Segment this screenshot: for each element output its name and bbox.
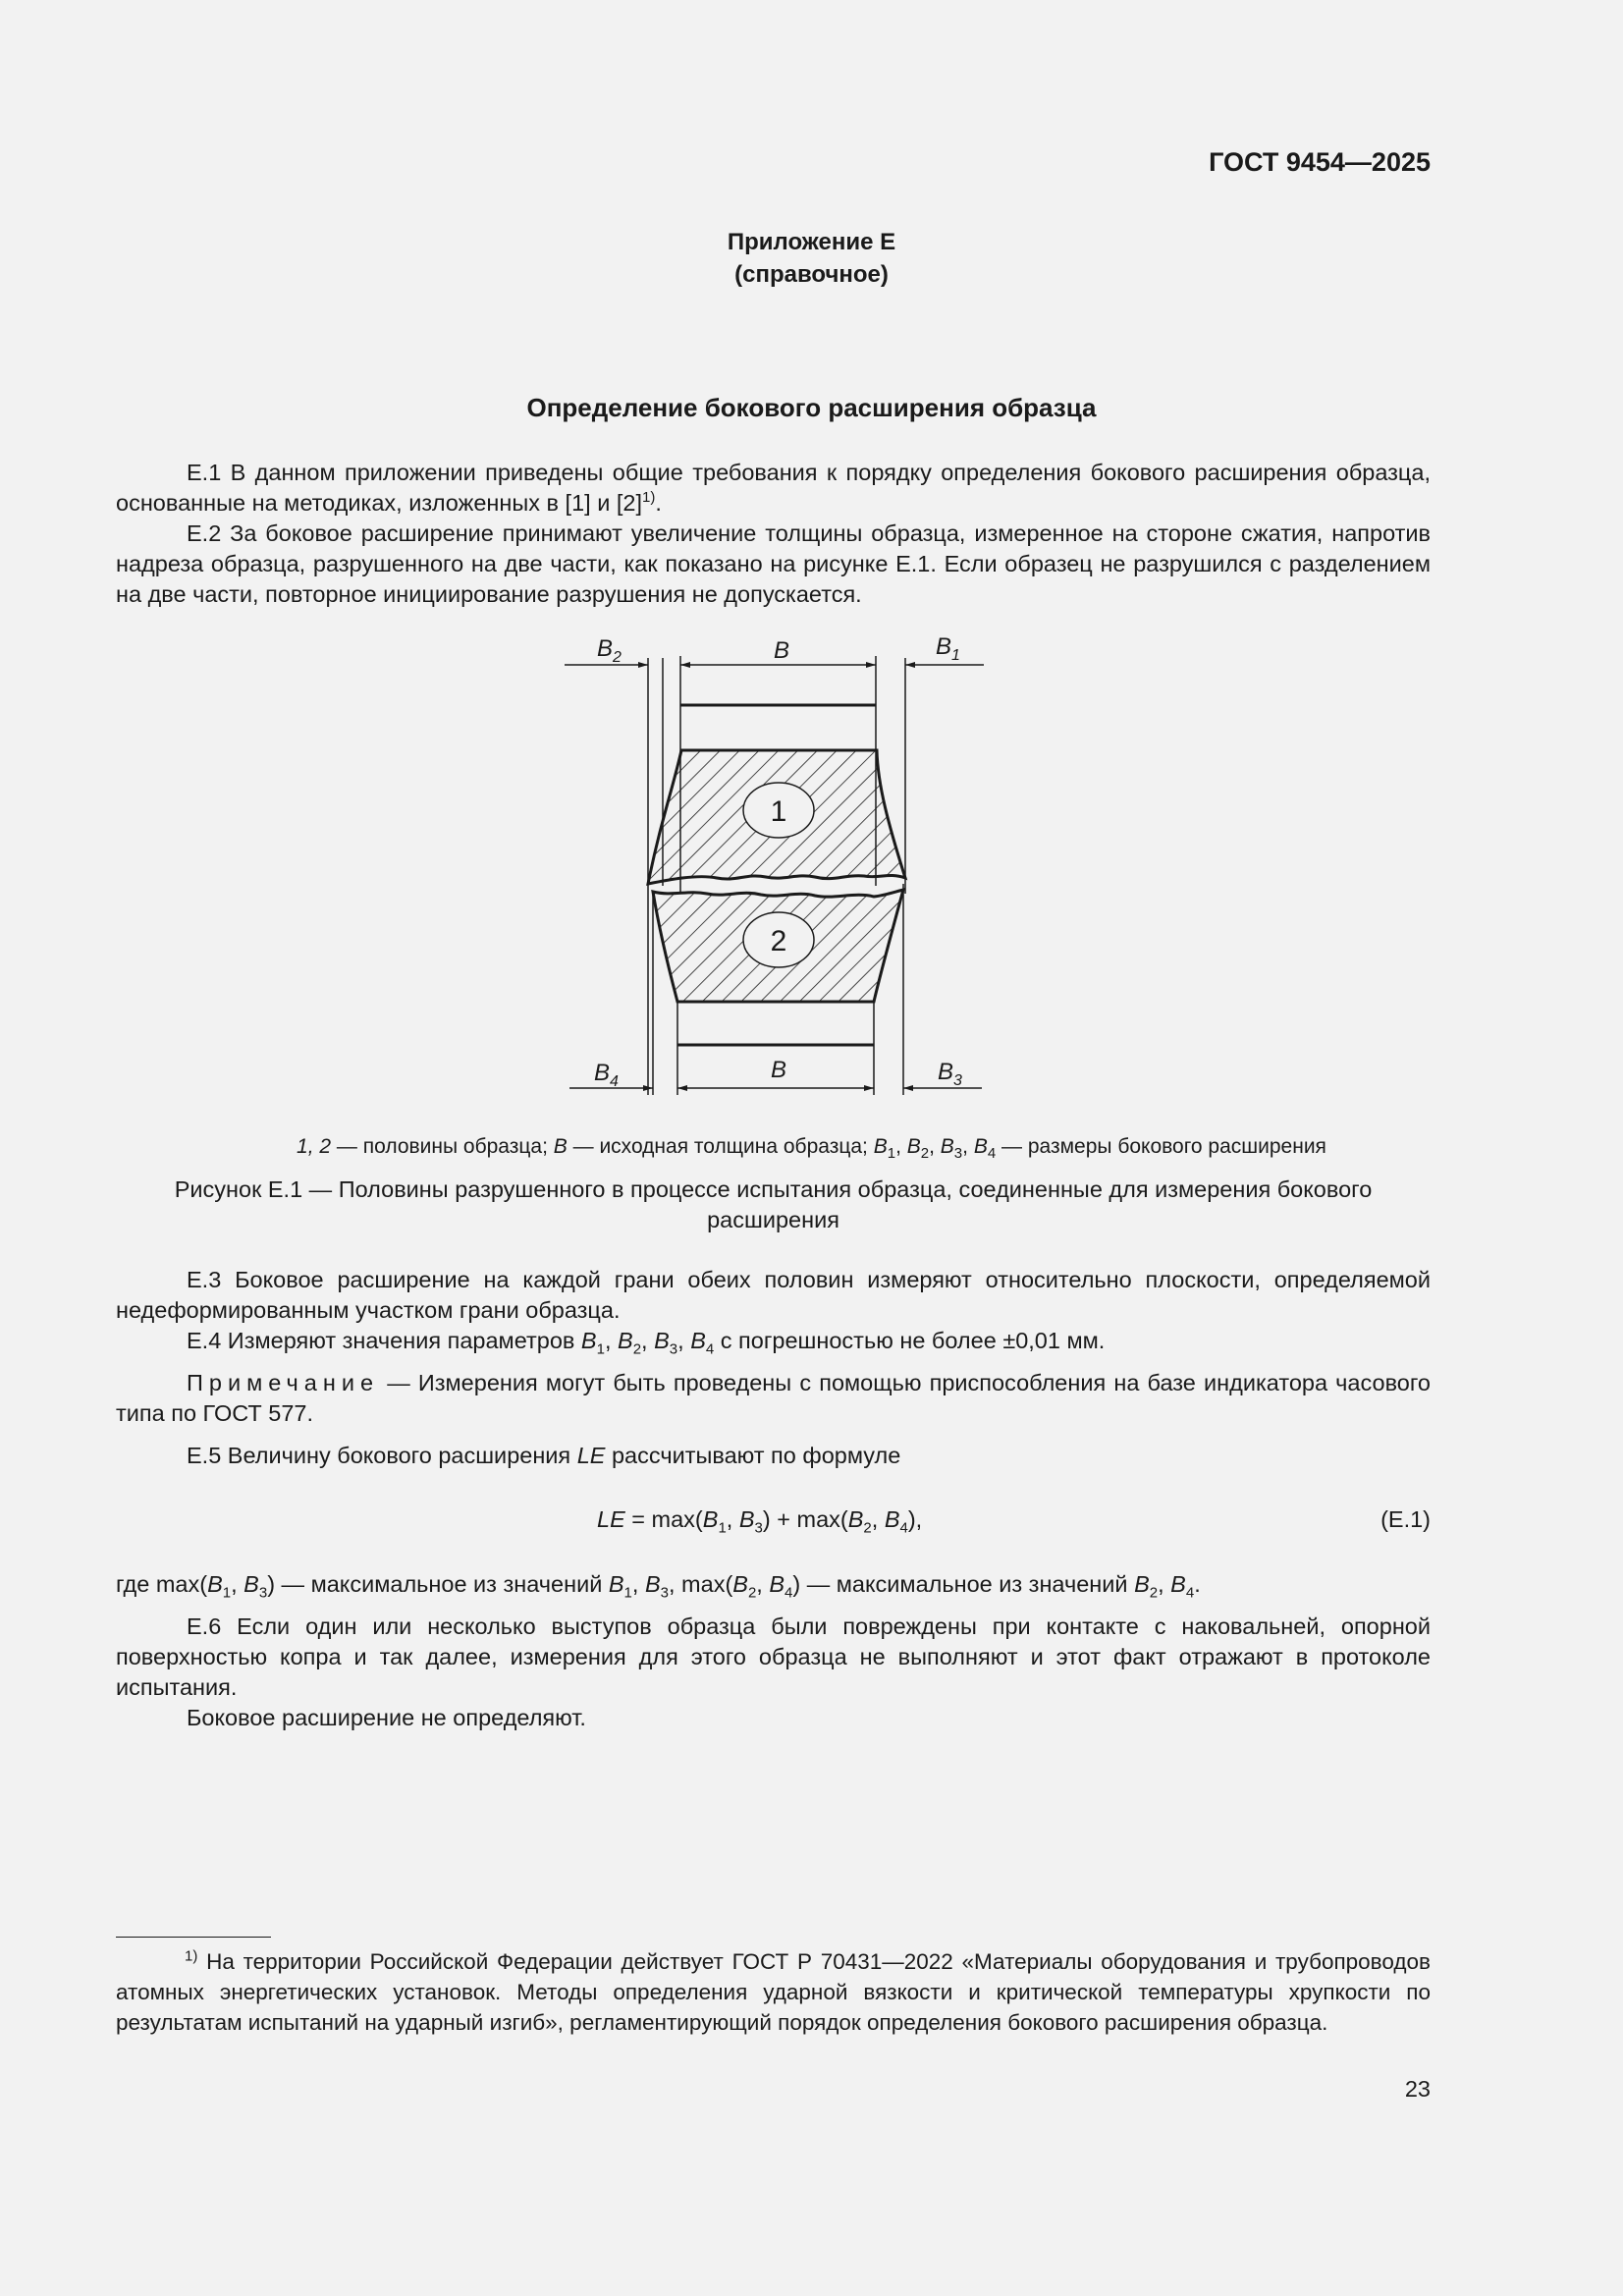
note-label: Примечание [187, 1370, 380, 1395]
paragraph-e6: Е.6 Если один или несколько выступов образца были повреждены при контакте с наковальней, опорной поверхностью копра и так далее, измерения для этого образца не выполняют и этот факт отражают в протоколе испытания. [116, 1613, 1431, 1700]
footnote-marker: 1) [185, 1947, 198, 1965]
paragraph-e2: Е.2 За боковое расширение принимают увеличение толщины образца, измеренное на стороне сжатия, напротив надреза образца, разрушенного на две части, как показано на рисунке Е.1. Если образец не разрушился с разделением на две части, повторное инициирование разрушения не допускается. [116, 520, 1431, 607]
figure-caption: Рисунок Е.1 — Половины разрушенного в процессе испытания образца, соединенные для измерения бокового расширения [174, 1176, 1373, 1232]
label-b3: $B_3$ [938, 1059, 962, 1089]
figure-e1-diagram [550, 629, 1001, 1100]
paragraph-e5: Е.5 Величину бокового расширения LE рассчитывают по формуле [187, 1443, 901, 1468]
text-block-conclusion [116, 1569, 1431, 1733]
section-title: Определение бокового расширения образца [526, 393, 1097, 422]
text-block-measurement [116, 1265, 1431, 1471]
paragraph-e4: Е.4 Измеряют значения параметров $B_1$, $B_2$, $B_3$, $B_4$ с погрешностью не более ±0,01 мм. [187, 1328, 1106, 1358]
note: Примечание — Измерения могут быть проведены с помощью приспособления на базе индикатора часового типа по ГОСТ 577. [116, 1370, 1431, 1426]
formula-number: (Е.1) [1380, 1506, 1431, 1532]
figure-legend: 1, 2 — половины образца; B — исходная толщина образца; $B_1$, $B_2$, $B_3$, $B_4$ — размеры бокового расширения [297, 1135, 1326, 1163]
footnote [116, 1946, 1431, 2038]
callout-2-label: 2 [770, 925, 787, 957]
page-number: 23 [1404, 2076, 1431, 2102]
callout-1-label: 1 [770, 795, 787, 828]
where-clause: где $\max(B_1$, $B_3$) — максимальное из значений $B_1$, $B_3$, $\max(B_2$, $B_4$) — максимальное из значений $B_2$, $B_4$. [116, 1571, 1201, 1602]
footnote-text: На территории Российской Федерации действует ГОСТ Р 70431—2022 «Материалы оборудования и трубопроводов атомных энергетических установок. Методы определения ударной вязкости и критической температуры хрупкости по результатам испытаний на ударный изгиб», регламентирующий порядок определения бокового расширения образца. [116, 1949, 1431, 2035]
paragraph-e3: Е.3 Боковое расширение на каждой грани обеих половин измеряют относительно плоскости, определяемой недеформированным участком грани образца. [116, 1267, 1431, 1323]
formula-expression: LE = $\max(B_1$, $B_3) + \max(B_2$, $B_4$), [597, 1506, 923, 1537]
annex-title: Приложение Е [727, 229, 896, 255]
label-b4: $B_4$ [594, 1060, 619, 1090]
document-code: ГОСТ 9454—2025 [1209, 147, 1431, 177]
annex-status: (справочное) [734, 261, 889, 288]
footnote-divider [116, 1937, 271, 1938]
paragraph-last: Боковое расширение не определяют. [187, 1705, 586, 1730]
label-b-top: B [774, 637, 790, 664]
label-b1: $B_1$ [936, 633, 960, 664]
paragraph-e1: Е.1 В данном приложении приведены общие требования к порядку определения бокового расширения образца, основанные на методиках, изложенных в [1] и $[2]^{1)}$. [116, 460, 1431, 516]
annex-heading [0, 226, 1623, 291]
footnote-ref[interactable]: 1) [641, 489, 656, 507]
text-block-intro [116, 458, 1431, 610]
label-b-bottom: B [771, 1057, 787, 1083]
label-b2: $B_2$ [597, 635, 622, 666]
